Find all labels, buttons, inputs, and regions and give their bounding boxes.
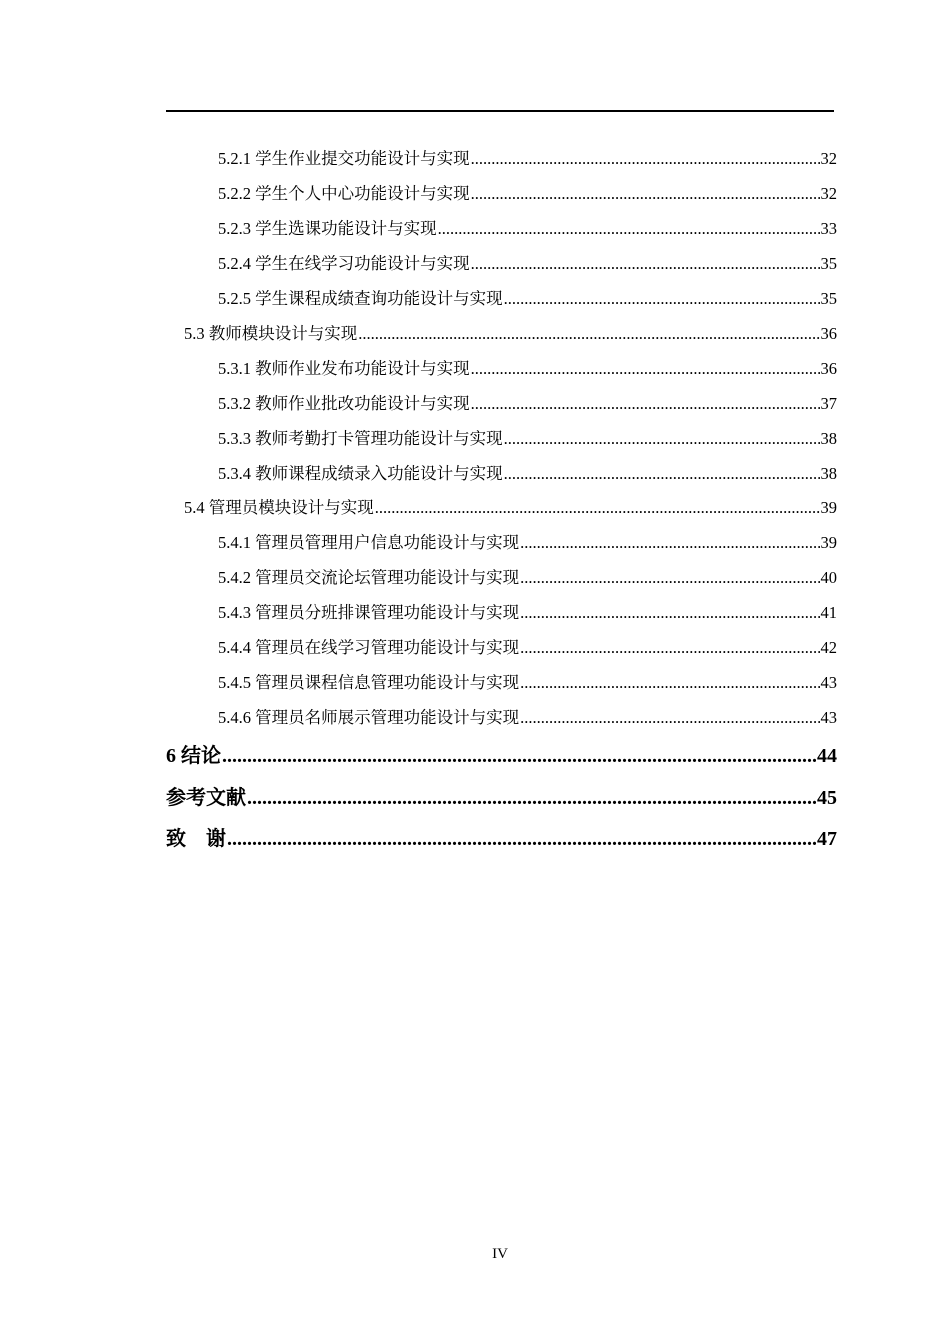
- toc-entry-page: 43: [820, 673, 837, 692]
- dot-leader: [471, 254, 820, 274]
- dot-leader: [520, 533, 819, 553]
- dot-leader: [520, 708, 819, 728]
- toc-entry-5-3-4[interactable]: [218, 460, 837, 484]
- dot-leader: [471, 184, 820, 204]
- toc-entry-5-4-1[interactable]: [218, 529, 837, 553]
- toc-entry-page: 44: [817, 745, 837, 767]
- dot-leader: [227, 828, 816, 851]
- dot-leader: [375, 498, 820, 518]
- toc-entry-page: 32: [820, 184, 837, 203]
- toc-entry-5-2-1[interactable]: [218, 145, 837, 169]
- toc-entry-page: 39: [820, 498, 837, 517]
- toc-entry-label: 5.4.4 管理员在线学习管理功能设计与实现: [218, 638, 520, 657]
- toc-entry-label: 5.4.3 管理员分班排课管理功能设计与实现: [218, 603, 520, 622]
- toc-entry-5-4-2[interactable]: [218, 564, 837, 588]
- dot-leader: [520, 603, 819, 623]
- dot-leader: [222, 745, 816, 768]
- toc-entry-acknowledgements[interactable]: [166, 822, 837, 850]
- dot-leader: [358, 324, 819, 344]
- toc-entry-label: 6 结论: [166, 745, 221, 767]
- toc-entry-page: 37: [820, 394, 837, 413]
- toc-entry-page: 43: [820, 708, 837, 727]
- toc-entry-page: 35: [820, 254, 837, 273]
- toc-entry-label: 5.2.1 学生作业提交功能设计与实现: [218, 149, 470, 168]
- toc-entry-page: 45: [817, 787, 837, 809]
- toc-entry-5-2-4[interactable]: [218, 250, 837, 274]
- toc-entry-page: 40: [820, 568, 837, 587]
- toc-entry-label: 5.4.5 管理员课程信息管理功能设计与实现: [218, 673, 520, 692]
- toc-entry-page: 36: [820, 359, 837, 378]
- toc-entry-page: 33: [820, 219, 837, 238]
- toc-entry-label: 5.2.2 学生个人中心功能设计与实现: [218, 184, 470, 203]
- dot-leader: [504, 429, 820, 449]
- header-rule: [166, 110, 834, 112]
- toc-entry-5-2-3[interactable]: [218, 215, 837, 239]
- toc-entry-label: 5.3 教师模块设计与实现: [184, 324, 358, 343]
- dot-leader: [471, 359, 820, 379]
- toc-entry-label: 5.4.6 管理员名师展示管理功能设计与实现: [218, 708, 520, 727]
- toc-entry-5-4-5[interactable]: [218, 669, 837, 693]
- toc-entry-label: 5.3.2 教师作业批改功能设计与实现: [218, 394, 470, 413]
- dot-leader: [471, 149, 820, 169]
- toc-entry-label: 5.4.1 管理员管理用户信息功能设计与实现: [218, 533, 520, 552]
- dot-leader: [520, 673, 819, 693]
- toc-entry-5-3-2[interactable]: [218, 390, 837, 414]
- toc-entry-page: 47: [817, 828, 837, 850]
- toc-entry-label: 5.2.3 学生选课功能设计与实现: [218, 219, 437, 238]
- toc-entry-page: 38: [820, 429, 837, 448]
- toc-entry-label: 5.3.3 教师考勤打卡管理功能设计与实现: [218, 429, 503, 448]
- dot-leader: [504, 289, 820, 309]
- toc-entry-5-2-5[interactable]: [218, 285, 837, 309]
- dot-leader: [504, 464, 820, 484]
- toc-entry-label: 5.3.4 教师课程成绩录入功能设计与实现: [218, 464, 503, 483]
- toc-entry-5-3[interactable]: [184, 320, 837, 344]
- toc-entry-page: 38: [820, 464, 837, 483]
- toc-entry-page: 41: [820, 603, 837, 622]
- toc-entry-5-2-2[interactable]: [218, 180, 837, 204]
- dot-leader: [438, 219, 820, 239]
- toc-entry-5-4-4[interactable]: [218, 634, 837, 658]
- dot-leader: [471, 394, 820, 414]
- dot-leader: [247, 787, 816, 810]
- toc-entry-label: 致 谢: [166, 828, 226, 850]
- toc-entry-chapter-6[interactable]: [166, 739, 837, 767]
- toc-entry-5-3-3[interactable]: [218, 425, 837, 449]
- toc-entry-5-4-3[interactable]: [218, 599, 837, 623]
- toc-entry-label: 5.2.5 学生课程成绩查询功能设计与实现: [218, 289, 503, 308]
- toc-entry-5-3-1[interactable]: [218, 355, 837, 379]
- toc-entry-page: 36: [820, 324, 837, 343]
- toc-entry-page: 42: [820, 638, 837, 657]
- page-number: IV: [492, 1246, 508, 1262]
- dot-leader: [520, 568, 819, 588]
- toc-entry-5-4-6[interactable]: [218, 704, 837, 728]
- toc-entry-page: 35: [820, 289, 837, 308]
- toc-entry-label: 参考文献: [166, 787, 246, 809]
- toc-entry-label: 5.4 管理员模块设计与实现: [184, 498, 374, 517]
- toc-entry-page: 39: [820, 533, 837, 552]
- toc-entry-label: 5.2.4 学生在线学习功能设计与实现: [218, 254, 470, 273]
- toc-entry-5-4[interactable]: [184, 494, 837, 518]
- dot-leader: [520, 638, 819, 658]
- toc-entry-label: 5.4.2 管理员交流论坛管理功能设计与实现: [218, 568, 520, 587]
- toc-entry-page: 32: [820, 149, 837, 168]
- toc-entry-references[interactable]: [166, 781, 837, 809]
- toc-entry-label: 5.3.1 教师作业发布功能设计与实现: [218, 359, 470, 378]
